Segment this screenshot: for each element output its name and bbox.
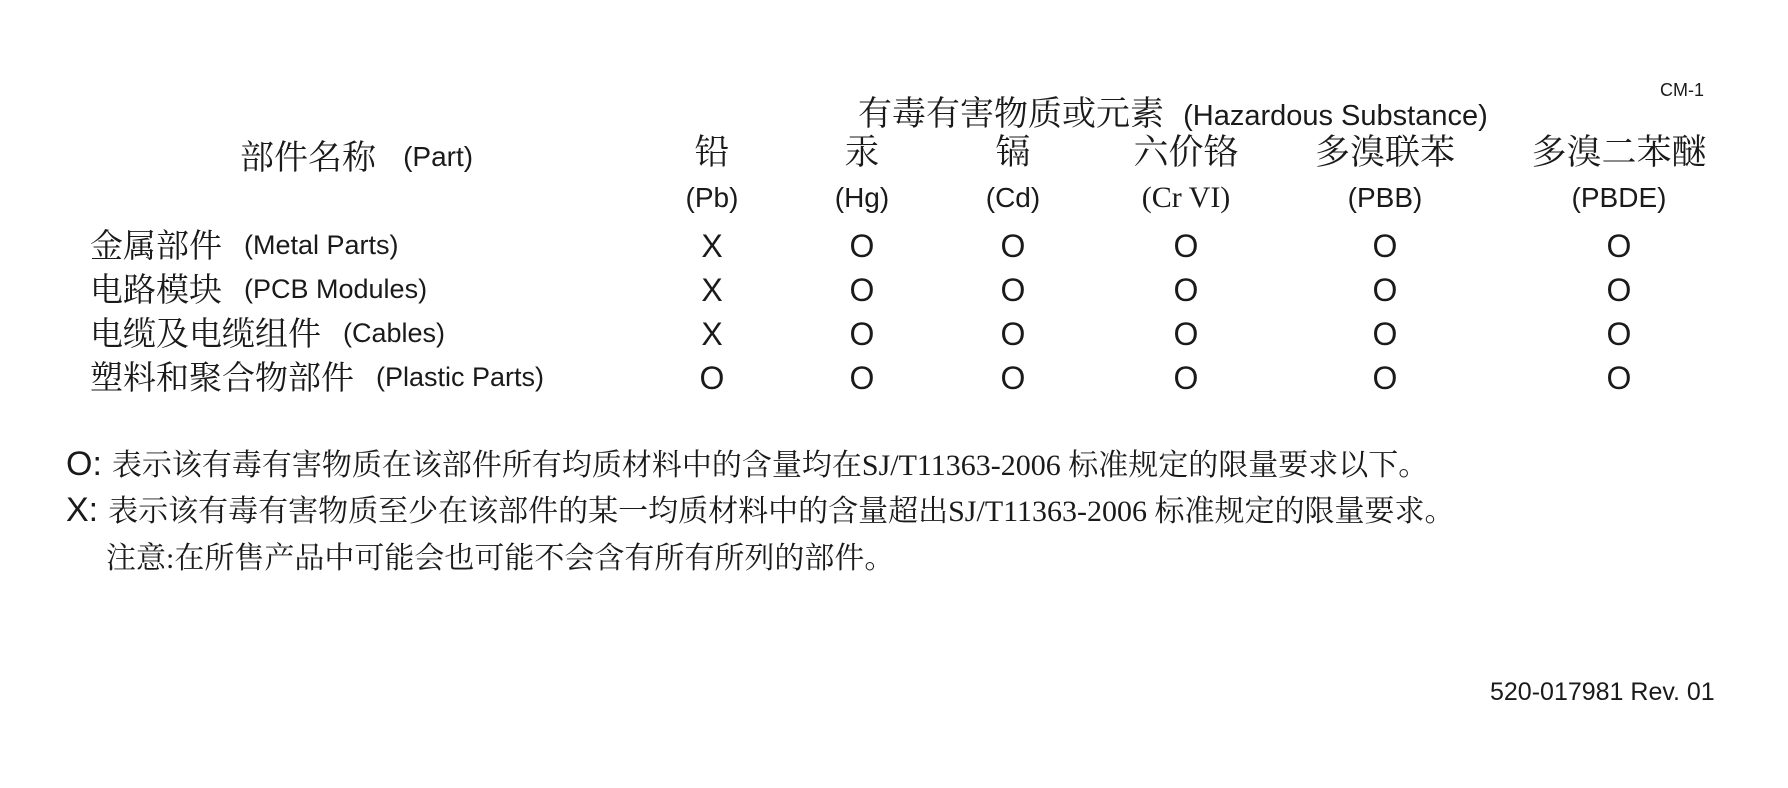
mark-cell: O bbox=[699, 360, 725, 396]
mark-cell: O bbox=[1372, 272, 1398, 308]
mark-cell: O bbox=[1173, 272, 1199, 308]
column-header-pbb bbox=[1275, 133, 1495, 215]
row-label-en: (Cables) bbox=[343, 318, 446, 348]
row-label-cn: 电路模块 bbox=[90, 270, 222, 309]
mark-cell: O bbox=[1000, 272, 1026, 308]
column-header-symbol: (Cr VI) bbox=[1141, 181, 1231, 214]
column-header-pbde bbox=[1509, 133, 1729, 215]
hazardous-heading-cn: 有毒有害物质或元素 bbox=[858, 94, 1164, 134]
column-header-cn: 汞 bbox=[844, 133, 880, 173]
note-o-key: O: bbox=[66, 445, 102, 483]
row-label-cn: 金属部件 bbox=[90, 226, 222, 265]
part-heading bbox=[240, 130, 473, 179]
note-o bbox=[66, 440, 1428, 484]
mark-cell: O bbox=[1372, 316, 1398, 352]
mark-cell: O bbox=[1173, 228, 1199, 264]
part-heading-en: (Part) bbox=[403, 141, 474, 172]
mark-cell: O bbox=[849, 360, 875, 396]
mark-cell: O bbox=[1372, 228, 1398, 264]
row-label-cables bbox=[90, 308, 445, 355]
row-label-cn: 塑料和聚合物部件 bbox=[90, 358, 354, 397]
hazardous-heading-en: (Hazardous Substance) bbox=[1183, 100, 1488, 132]
mark-cell: O bbox=[1606, 228, 1632, 264]
column-header-cn: 多溴联苯 bbox=[1314, 133, 1455, 173]
column-header-chromium bbox=[1076, 133, 1296, 215]
column-header-symbol: (PBDE) bbox=[1571, 182, 1667, 213]
doc-code: CM-1 bbox=[1660, 80, 1704, 100]
row-label-en: (Plastic Parts) bbox=[376, 362, 545, 392]
mark-cell: O bbox=[1000, 316, 1026, 352]
column-header-cn: 多溴二苯醚 bbox=[1531, 133, 1707, 173]
mark-cell: O bbox=[1173, 316, 1199, 352]
column-header-cn: 铅 bbox=[694, 133, 730, 173]
mark-cell: O bbox=[1000, 360, 1026, 396]
mark-cell: O bbox=[1606, 316, 1632, 352]
column-header-cn: 六价铬 bbox=[1133, 133, 1239, 173]
row-label-en: (PCB Modules) bbox=[244, 274, 428, 304]
mark-cell: X bbox=[701, 316, 723, 352]
note-x bbox=[66, 486, 1455, 530]
row-label-en: (Metal Parts) bbox=[244, 230, 399, 260]
mark-cell: O bbox=[1606, 272, 1632, 308]
mark-cell: O bbox=[1173, 360, 1199, 396]
column-header-symbol: (Pb) bbox=[685, 182, 739, 213]
column-header-symbol: (Hg) bbox=[834, 182, 890, 213]
mark-cell: O bbox=[1372, 360, 1398, 396]
note-x-text: 表示该有毒有害物质至少在该部件的某一均质材料中的含量超出SJ/T11363-2006 标准规定的限量要求。 bbox=[108, 495, 1455, 528]
mark-cell: O bbox=[849, 272, 875, 308]
mark-cell: O bbox=[849, 228, 875, 264]
part-heading-cn: 部件名称 bbox=[240, 138, 376, 178]
row-label-metal-parts bbox=[90, 220, 399, 267]
column-header-symbol: (PBB) bbox=[1347, 182, 1423, 213]
column-header-cn: 镉 bbox=[995, 133, 1031, 173]
mark-cell: O bbox=[849, 316, 875, 352]
mark-cell: O bbox=[1606, 360, 1632, 396]
column-header-symbol: (Cd) bbox=[985, 182, 1041, 213]
mark-cell: O bbox=[1000, 228, 1026, 264]
mark-cell: X bbox=[701, 272, 723, 308]
note-o-text: 表示该有毒有害物质在该部件所有均质材料中的含量均在SJ/T11363-2006 标准规定的限量要求以下。 bbox=[111, 449, 1429, 482]
note-x-key: X: bbox=[66, 491, 99, 529]
row-label-plastic-parts bbox=[90, 352, 544, 399]
document-number: 520-017981 Rev. 01 bbox=[1490, 678, 1715, 706]
row-label-pcb-modules bbox=[90, 264, 427, 311]
caution-note: 注意:在所售产品中可能会也可能不会含有所有所列的部件。 bbox=[106, 542, 895, 575]
row-label-cn: 电缆及电缆组件 bbox=[90, 314, 321, 353]
hazardous-substance-heading bbox=[858, 86, 1488, 135]
mark-cell: X bbox=[701, 228, 723, 264]
